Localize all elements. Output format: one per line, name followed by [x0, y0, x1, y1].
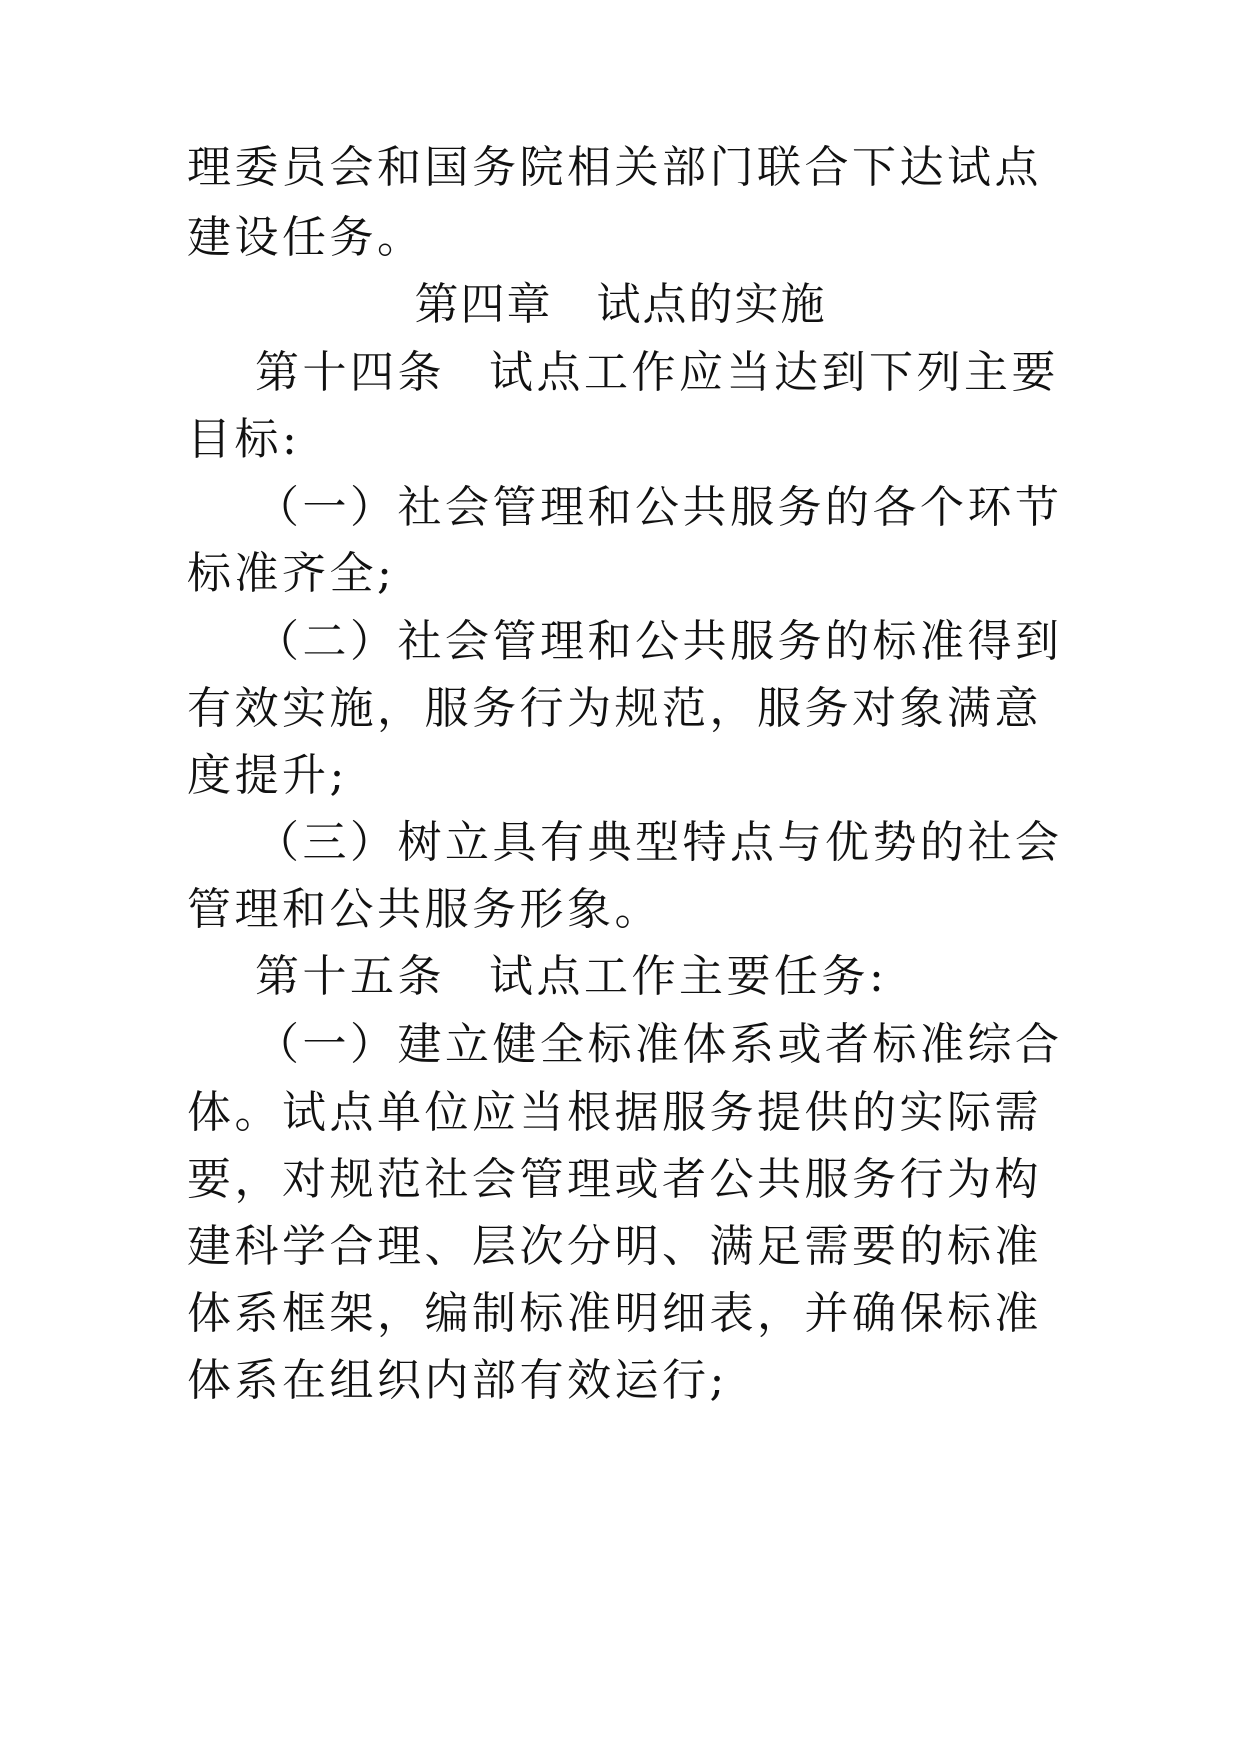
chapter-heading — [0, 277, 1241, 333]
text-line: 管理和公共服务形象。 — [187, 884, 662, 935]
article-text: 试点工作主要任务: — [489, 951, 888, 1002]
chapter-title: 试点的实施 — [596, 279, 827, 330]
text-line: 体系框架，编制标准明细表，并确保标准 — [187, 1288, 1042, 1339]
article-15-heading — [255, 949, 887, 1005]
text-line: 有效实施，服务行为规范，服务对象满意 — [187, 683, 1042, 734]
text-line: 目标: — [187, 414, 301, 465]
article-number: 第十五条 — [255, 951, 445, 1002]
list-item: （一）社会管理和公共服务的各个环节 — [255, 482, 1063, 533]
text-line: 理委员会和国务院相关部门联合下达试点 — [187, 142, 1042, 193]
list-item: （一）建立健全标准体系或者标准综合 — [255, 1019, 1063, 1070]
text-line: 标准齐全; — [187, 548, 396, 599]
text-line: 体。试点单位应当根据服务提供的实际需 — [187, 1087, 1042, 1138]
text-line: 要，对规范社会管理或者公共服务行为构 — [187, 1154, 1042, 1205]
chapter-number: 第四章 — [414, 279, 553, 330]
article-14-heading — [255, 345, 1059, 401]
text-line: 体系在组织内部有效运行; — [187, 1355, 728, 1406]
text-line: 建设任务。 — [187, 212, 425, 263]
article-number: 第十四条 — [255, 347, 445, 398]
text-line: 建科学合理、层次分明、满足需要的标准 — [187, 1221, 1042, 1272]
list-item: （二）社会管理和公共服务的标准得到 — [255, 616, 1063, 667]
list-item: （三）树立具有典型特点与优势的社会 — [255, 817, 1063, 868]
article-text: 试点工作应当达到下列主要 — [489, 347, 1059, 398]
text-line: 度提升; — [187, 750, 348, 801]
